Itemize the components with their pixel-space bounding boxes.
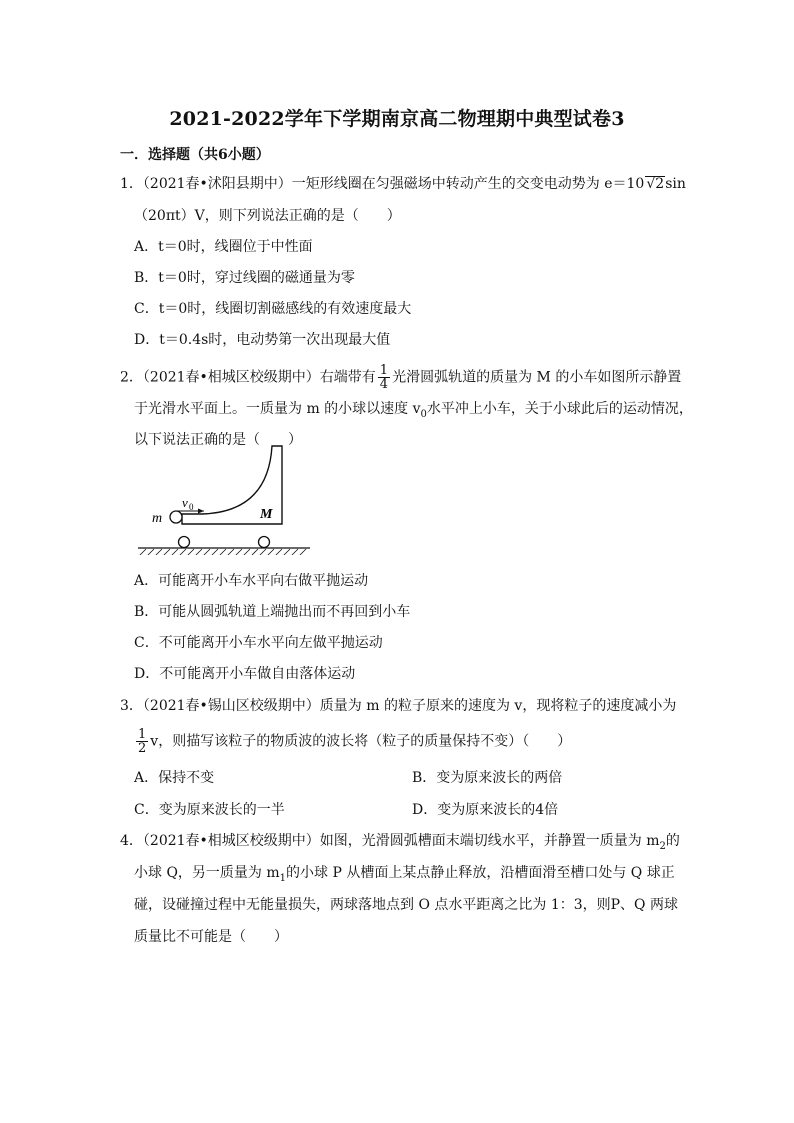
question-2-line-2 [134, 399, 693, 425]
subscript: 0 [420, 408, 427, 420]
question-1-line-1 [120, 174, 686, 194]
section-heading: 一．选择题（共6小题） [120, 147, 270, 163]
question-4-text: 4．（2021春•相城区校级期中）如图，光滑圆弧槽面末端切线水平，并静置一质量为 m [120, 833, 660, 849]
subscript: 2 [659, 840, 666, 852]
label-v: v [182, 495, 188, 510]
label-m: m [152, 511, 163, 526]
fraction-denominator: 2 [138, 741, 147, 756]
fraction-quarter [378, 364, 390, 391]
label-M: M [260, 507, 273, 522]
question-3-line-2-text: v，则描写该粒子的物质波的波长将（粒子的质量保持不变）（ ） [150, 733, 572, 750]
question-4-line-2-text-cont: 的小球 P 从槽面上某点静止释放，沿槽面滑至槽口处与 Q 球正 [286, 865, 675, 881]
question-4-line-2 [134, 863, 675, 889]
question-1-line-2: （20πt）V，则下列说法正确的是（ ） [134, 208, 401, 224]
question-3-line-2 [134, 728, 571, 755]
question-1-option-b: B．t＝0时，穿过线圈的磁通量为零 [134, 270, 355, 286]
question-1-option-d: D．t＝0.4s时，电动势第一次出现最大值 [134, 332, 391, 348]
ball [170, 511, 182, 523]
wheel-left [179, 537, 190, 548]
subscript: 1 [279, 872, 287, 884]
question-4-line-4: 质量比不可能是（ ） [134, 929, 288, 945]
velocity-arrow-head [198, 509, 204, 514]
fraction-half [136, 728, 148, 755]
wheel-right [259, 537, 270, 548]
sin-text: sin [665, 176, 686, 192]
question-3-option-c: C．变为原来波长的一半 [134, 802, 285, 818]
label-v-subscript: 0 [189, 502, 194, 512]
fraction-denominator: 4 [379, 377, 389, 392]
question-2-text-cont: 光滑圆弧轨道的质量为 M 的小车如图所示静置 [392, 369, 682, 386]
question-2-option-d: D．不可能离开小车做自由落体运动 [134, 666, 356, 682]
question-3-option-a: A．保持不变 [134, 770, 215, 786]
question-2-line-2-text-cont: 水平冲上小车，关于小球此后的运动情况， [426, 401, 693, 417]
question-2-option-b: B．可能从圆弧轨道上端抛出而不再回到小车 [134, 604, 411, 620]
question-2-option-c: C．不可能离开小车水平向左做平抛运动 [134, 635, 383, 651]
sqrt-value: 2 [655, 176, 665, 192]
question-3-option-d: D．变为原来波长的4倍 [412, 802, 559, 818]
question-2-line-1 [120, 364, 681, 391]
question-4-text-cont: 的 [665, 833, 680, 849]
sqrt-symbol: √2 [646, 176, 665, 192]
question-3-option-b: B．变为原来波长的两倍 [412, 770, 563, 786]
cart-figure [138, 438, 310, 556]
question-2-line-3: 以下说法正确的是（ ） [134, 432, 302, 448]
question-3-line-1: 3．（2021春•锡山区校级期中）质量为 m 的粒子原来的速度为 v，现将粒子的速度减小为 [120, 698, 677, 714]
question-1-option-c: C．t＝0时，线圈切割磁感线的有效速度最大 [134, 301, 412, 317]
question-1-text: 1．（2021春•沭阳县期中）一矩形线圈在匀强磁场中转动产生的交变电动势为 e＝10 [120, 176, 645, 192]
question-4-line-2-text: 小球 Q，另一质量为 m [134, 865, 280, 881]
fraction-numerator: 1 [138, 727, 147, 742]
question-4-line-1 [120, 831, 680, 857]
question-2-option-a: A．可能离开小车水平向右做平抛运动 [134, 573, 369, 589]
question-2-text: 2．（2021春•相城区校级期中）右端带有 [120, 369, 376, 386]
question-1-option-a: A．t＝0时，线圈位于中性面 [134, 239, 313, 255]
document-title: 2021-2022学年下学期南京高二物理期中典型试卷3 [169, 108, 625, 130]
question-2-line-2-text: 于光滑水平面上。一质量为 m 的小球以速度 v [134, 401, 421, 417]
ground-hatching [140, 549, 306, 555]
question-4-line-3: 碰，设碰撞过程中无能量损失，两球落地点到 O 点水平距离之比为 1：3，则P、Q 两球 [134, 897, 678, 913]
fraction-numerator: 1 [379, 363, 389, 378]
